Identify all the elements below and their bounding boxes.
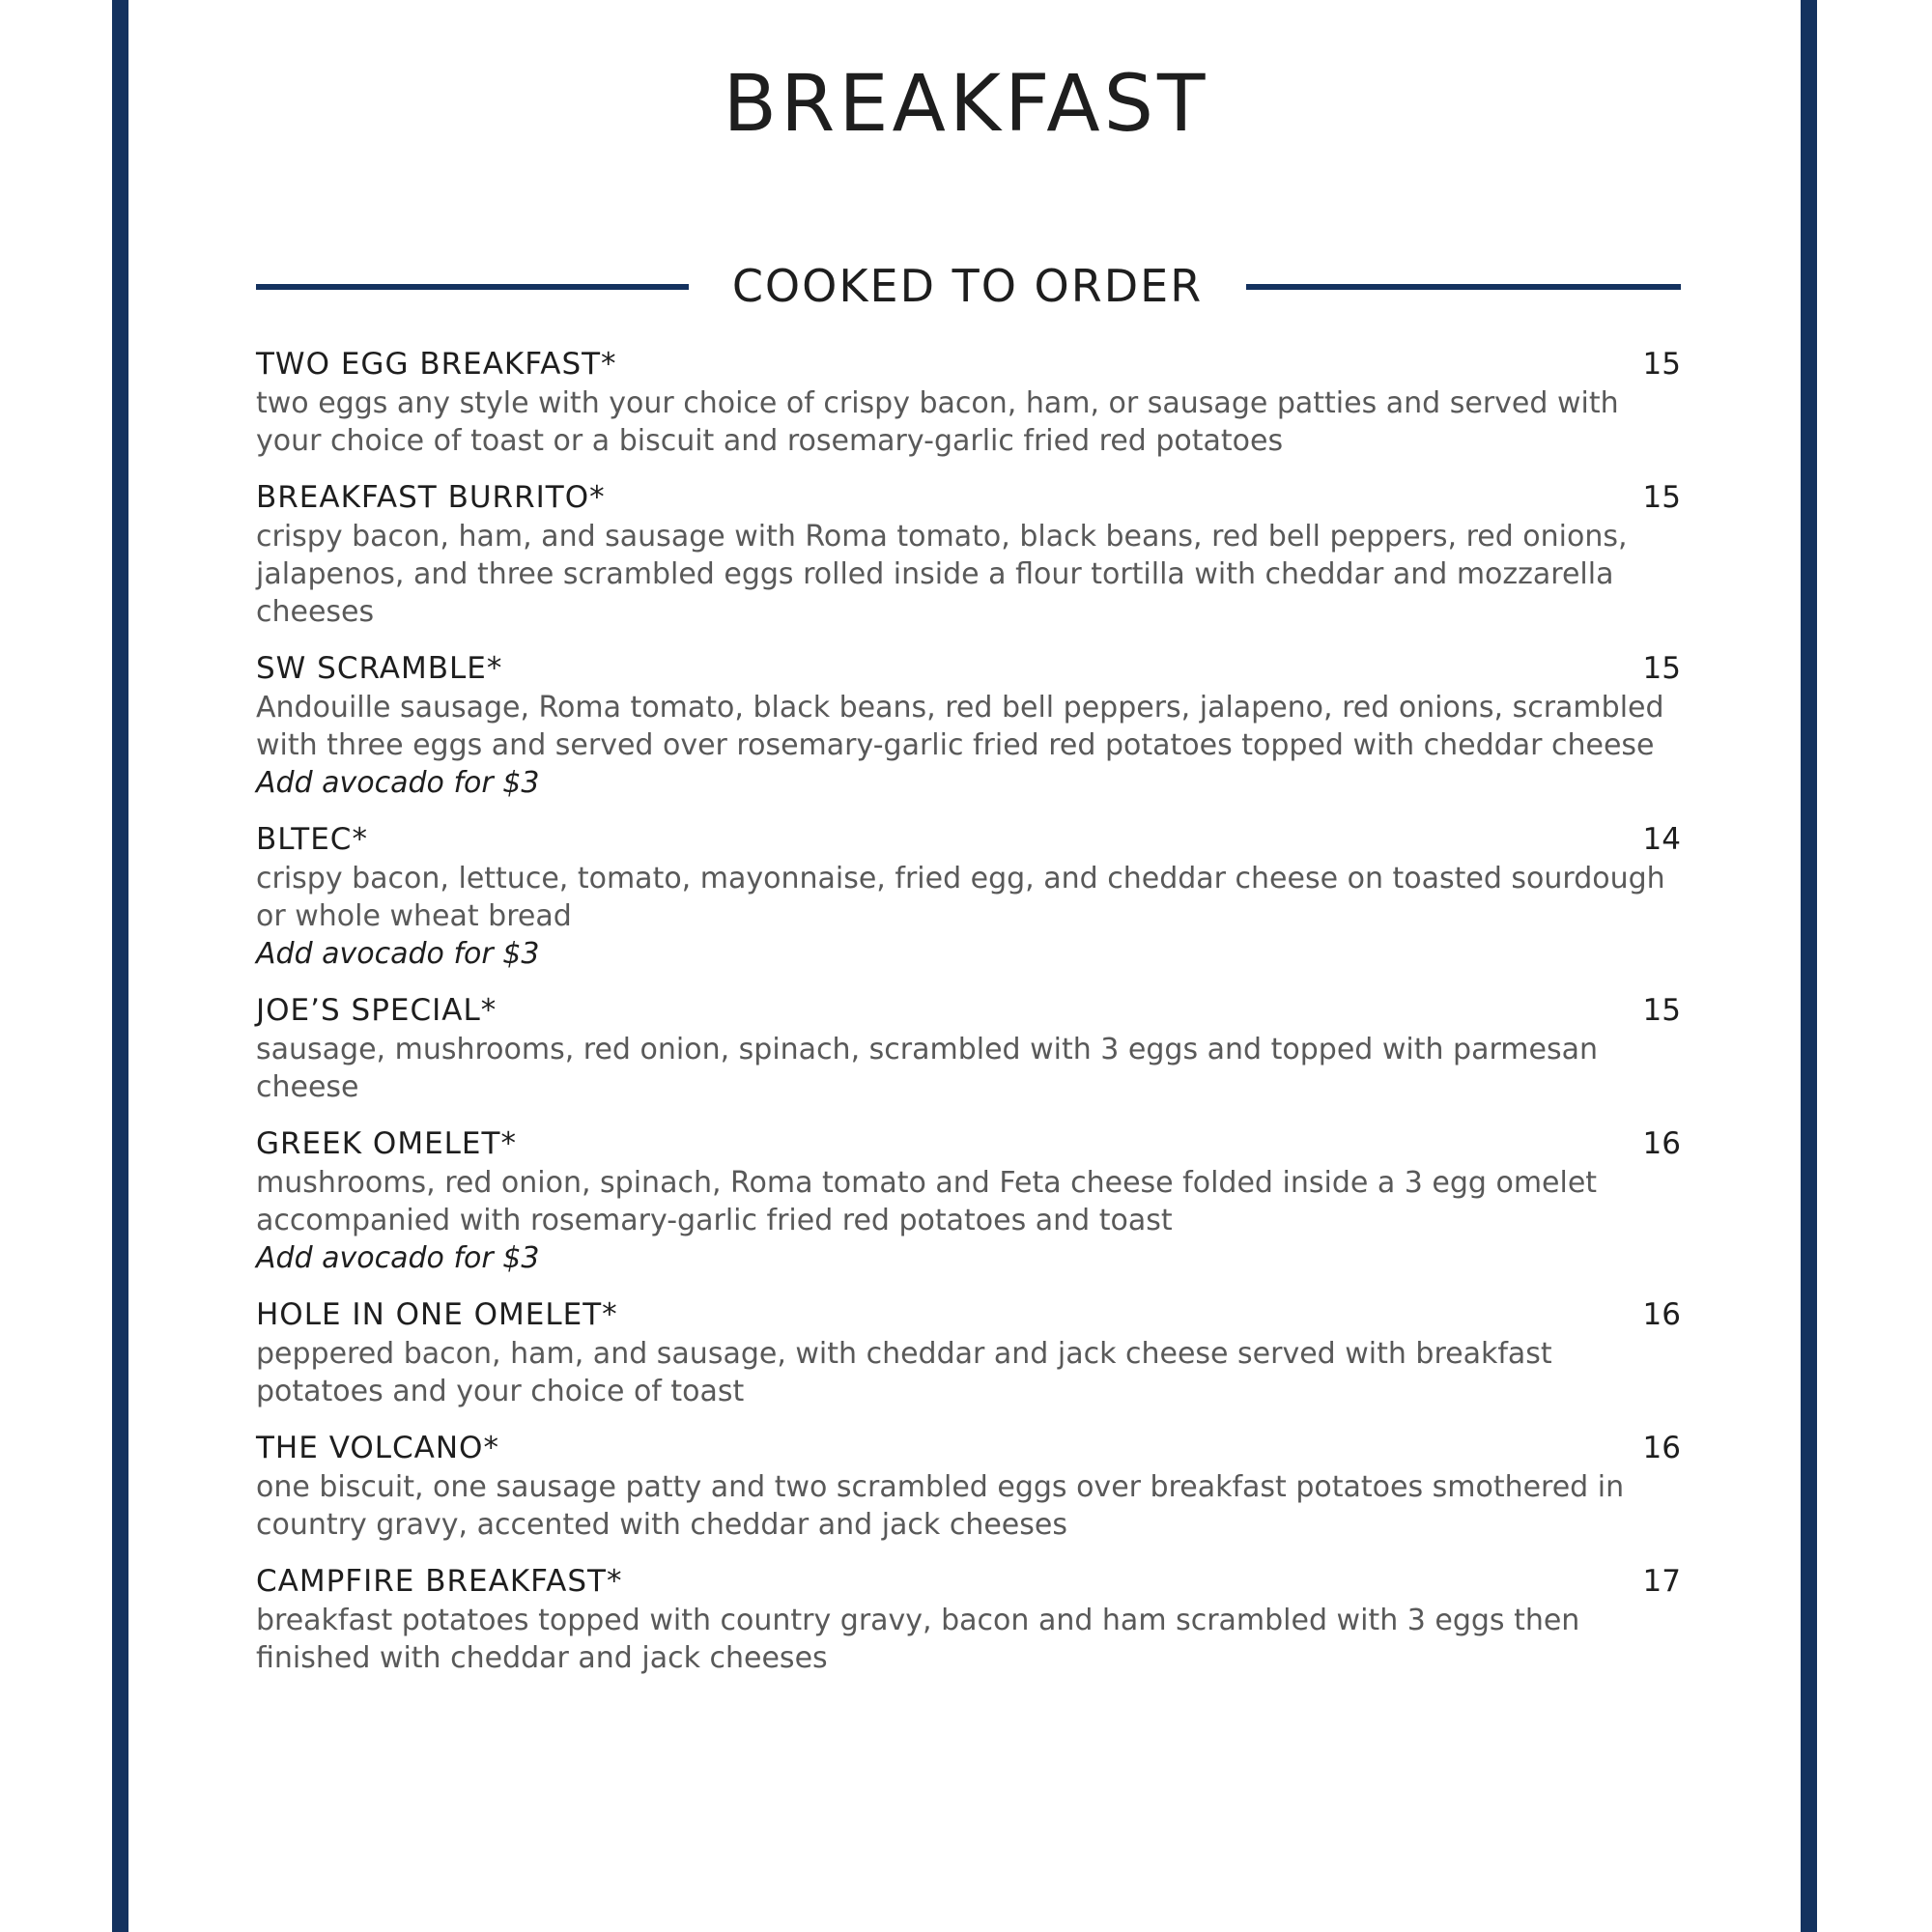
menu-item-description: mushrooms, red onion, spinach, Roma tomato and Feta cheese folded inside a 3 egg omelet accompanied with rosemary-garlic fried red potatoes and toast (256, 1166, 1598, 1237)
menu-item-addon: Add avocado for $3 (256, 937, 540, 971)
page-border-left (112, 0, 128, 1932)
menu-item-price: 14 (1642, 822, 1681, 857)
page-border-right (1801, 0, 1817, 1932)
menu-item-price: 15 (1642, 651, 1681, 686)
menu-item (256, 344, 1681, 460)
menu-item-price: 15 (1642, 993, 1681, 1028)
menu-item (256, 819, 1681, 973)
menu-item (256, 477, 1681, 631)
menu-item-description: crispy bacon, lettuce, tomato, mayonnaise, fried egg, and cheddar cheese on toasted sourdough or whole wheat bread (256, 862, 1665, 933)
menu-item-price: 17 (1642, 1564, 1681, 1599)
menu-item-name: BREAKFAST BURRITO* (256, 480, 606, 515)
menu-item (256, 1561, 1681, 1677)
section-rule-right (1246, 284, 1681, 290)
menu-item-name: CAMPFIRE BREAKFAST* (256, 1564, 623, 1599)
menu-item-addon: Add avocado for $3 (256, 766, 540, 800)
menu-item-name: TWO EGG BREAKFAST* (256, 347, 617, 382)
menu-item-name: JOE’S SPECIAL* (256, 993, 497, 1028)
menu-item-description: two eggs any style with your choice of crispy bacon, ham, or sausage patties and served with your choice of toast or a biscuit and rosemary-garlic fried red potatoes (256, 386, 1619, 458)
menu-item-description: breakfast potatoes topped with country gravy, bacon and ham scrambled with 3 eggs then finished with cheddar and jack cheeses (256, 1604, 1580, 1675)
menu-item-price: 15 (1642, 347, 1681, 382)
menu-item-name: THE VOLCANO* (256, 1431, 499, 1465)
menu-item-list (256, 344, 1681, 1694)
menu-item-price: 16 (1642, 1431, 1681, 1465)
menu-item-description: one biscuit, one sausage patty and two scrambled eggs over breakfast potatoes smothered in country gravy, accented with cheddar and jack cheeses (256, 1470, 1625, 1542)
menu-item-description: sausage, mushrooms, red onion, spinach, scrambled with 3 eggs and topped with parmesan cheese (256, 1033, 1598, 1104)
menu-item (256, 1294, 1681, 1410)
menu-item-name: SW SCRAMBLE* (256, 651, 503, 686)
menu-item-description: peppered bacon, ham, and sausage, with cheddar and jack cheese served with breakfast potatoes and your choice of toast (256, 1337, 1552, 1408)
menu-item-name: HOLE IN ONE OMELET* (256, 1297, 618, 1332)
menu-item-addon: Add avocado for $3 (256, 1241, 540, 1275)
menu-item-name: GREEK OMELET* (256, 1126, 517, 1161)
menu-item-price: 15 (1642, 480, 1681, 515)
menu-item-price: 16 (1642, 1297, 1681, 1332)
menu-item-description: Andouille sausage, Roma tomato, black beans, red bell peppers, jalapeno, red onions, scrambled with three eggs and served over rosemary-garlic fried red potatoes topped with cheddar cheese (256, 691, 1664, 762)
page-title: BREAKFAST (723, 59, 1209, 150)
menu-item (256, 648, 1681, 802)
menu-item (256, 1123, 1681, 1277)
menu-item (256, 1428, 1681, 1544)
menu-item (256, 990, 1681, 1106)
menu-item-name: BLTEC* (256, 822, 368, 857)
section-rule-left (256, 284, 689, 290)
menu-item-description: crispy bacon, ham, and sausage with Roma tomato, black beans, red bell peppers, red onions, jalapenos, and three scrambled eggs rolled inside a flour tortilla with cheddar and mozzarella cheeses (256, 520, 1628, 629)
menu-item-price: 16 (1642, 1126, 1681, 1161)
section-title: COOKED TO ORDER (731, 260, 1204, 312)
section-header (256, 257, 1681, 315)
